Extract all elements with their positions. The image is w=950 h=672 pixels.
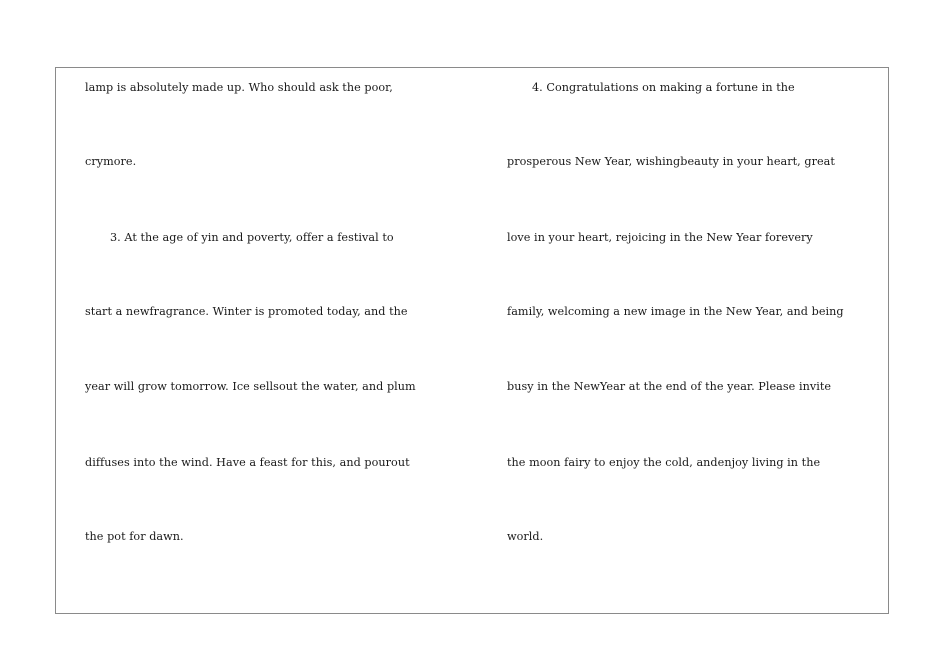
text-line: crymore. xyxy=(85,155,137,168)
text-line: diffuses into the wind. Have a feast for this, and pourout xyxy=(85,456,410,469)
text-line: 3. At the age of yin and poverty, offer a festival to xyxy=(110,231,394,244)
text-line: busy in the NewYear at the end of the year. Please invite xyxy=(507,380,832,393)
text-line: prosperous New Year, wishingbeauty in your heart, great xyxy=(507,155,835,168)
text-line: family, welcoming a new image in the New Year, and being xyxy=(507,305,844,318)
text-line: lamp is absolutely made up. Who should ask the poor, xyxy=(85,81,393,94)
text-line: love in your heart, rejoicing in the New Year forevery xyxy=(507,231,813,244)
text-line: 4. Congratulations on making a fortune in the xyxy=(532,81,795,94)
text-line: the moon fairy to enjoy the cold, andenjoy living in the xyxy=(507,456,821,469)
document-page xyxy=(55,67,889,614)
text-line: the pot for dawn. xyxy=(85,530,184,543)
text-line: start a newfragrance. Winter is promoted today, and the xyxy=(85,305,408,318)
text-line: world. xyxy=(507,530,544,543)
text-line: year will grow tomorrow. Ice sellsout the water, and plum xyxy=(85,380,416,393)
